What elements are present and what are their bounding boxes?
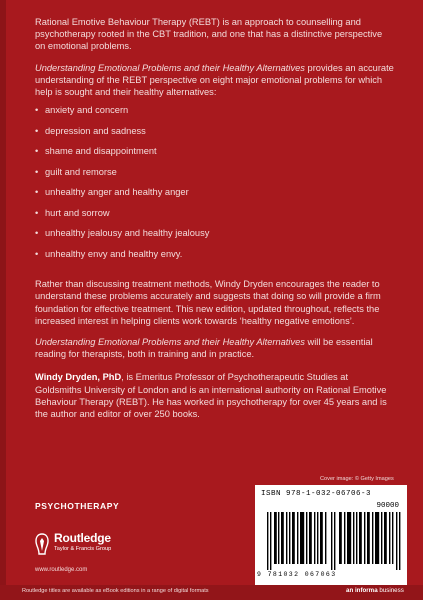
author-bio-text: , is Emeritus Professor of Psychotherapeutic Studies at Goldsmiths University of London and is an international authority on Rational Emotive Behaviour Therapy (REBT). He has worked in psychotherapy for over 45 years and is the author and editor of over 250 books. [35, 372, 387, 420]
author-bio [35, 371, 395, 420]
spine-edge [0, 0, 6, 600]
list-item: • unhealthy envy and healthy envy. [35, 248, 395, 269]
ebook-note: Routledge titles are available as eBook editions in a range of digital formats [22, 588, 209, 594]
publisher-logo [35, 529, 145, 561]
intro-paragraph: Rational Emotive Behaviour Therapy (REBT) is an approach to counselling and psychotherapy rooted in the CBT tradition, and one that has a distinctive perspective on emotional problems. [35, 17, 383, 52]
treatment-paragraph: Rather than discussing treatment methods, Windy Dryden encourages the reader to understand these problems accurately and suggests that doing so will provide a firm foundation for effective treatment. This new edition, updated throughout, reflects the increased interest in helping clients work towards ‘healthy negative emotions’. [35, 279, 381, 326]
publisher-group: Taylor & Francis Group [54, 546, 112, 552]
barcode-panel [255, 485, 407, 585]
audience-paragraph [35, 336, 395, 360]
price-code: 90000 [376, 502, 399, 510]
list-item: • depression and sadness [35, 125, 395, 146]
publisher-url: www.routledge.com [35, 567, 88, 573]
list-item: • shame and disappointment [35, 145, 395, 166]
audience-text: will be essential reading for therapists, both in training and in practice. [35, 337, 373, 360]
informa-text: business [379, 587, 404, 594]
book-title: Understanding Emotional Problems and their Healthy Alternatives [35, 62, 305, 73]
routledge-logo-icon [35, 533, 49, 555]
informa-bold: an informa [346, 587, 378, 594]
subject-category: PSYCHOTHERAPY [35, 501, 120, 511]
blurb [35, 16, 395, 420]
publisher-name: Routledge [54, 531, 111, 545]
book-title-repeat: Understanding Emotional Problems and their Healthy Alternatives [35, 337, 305, 348]
barcode-digits: 9 781032 067063 [257, 571, 337, 578]
lead-text: provides an accurate understanding of the REBT perspective on eight major emotional problems for which help is sought and their healthy alternatives: [35, 62, 394, 98]
emotion-list [35, 104, 395, 268]
list-item: • hurt and sorrow [35, 207, 395, 228]
informa-tag [346, 587, 404, 594]
list-item: • guilt and remorse [35, 166, 395, 187]
author-name: Windy Dryden, PhD [35, 372, 122, 383]
isbn: ISBN 978-1-032-06706-3 [261, 490, 372, 498]
list-item: • unhealthy jealousy and healthy jealousy [35, 227, 395, 248]
list-item: • anxiety and concern [35, 104, 395, 125]
barcode-icon [265, 512, 405, 570]
cover-credit: Cover image: © Getty Images [320, 476, 394, 482]
lead-paragraph [35, 62, 395, 99]
list-item: • unhealthy anger and healthy anger [35, 186, 395, 207]
